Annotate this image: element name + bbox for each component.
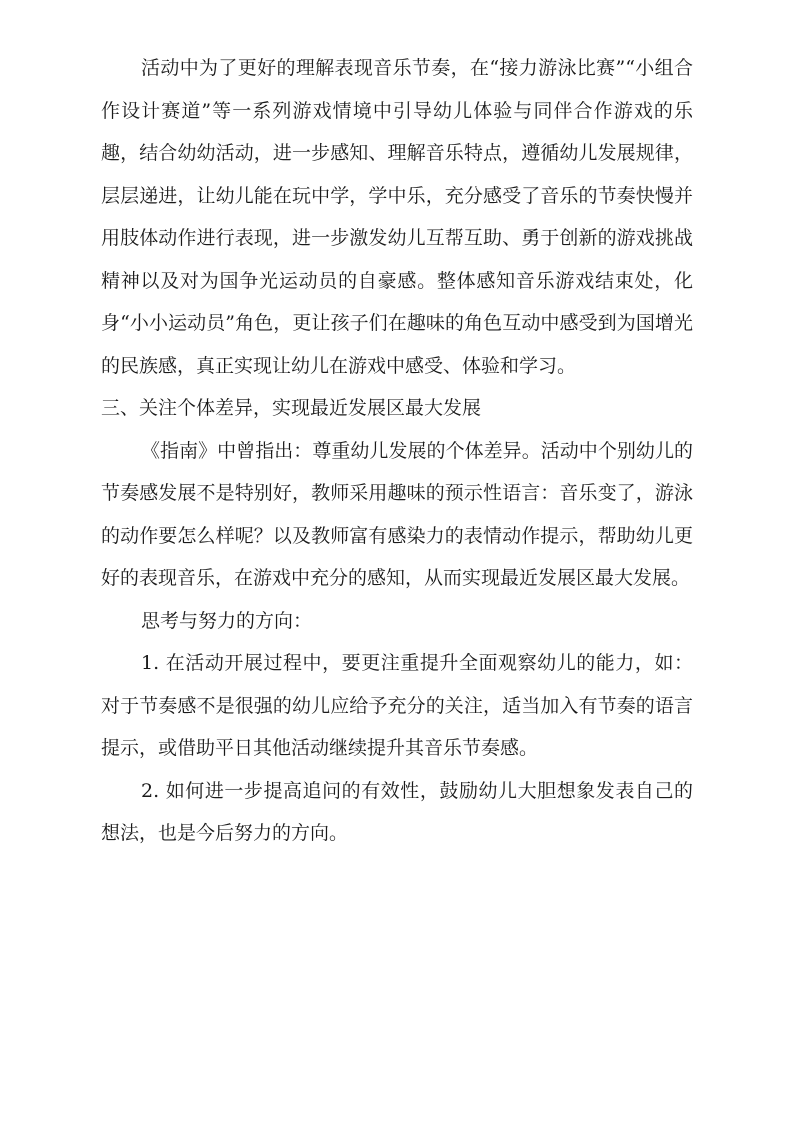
paragraph-reflection-title: 思考与努力的方向：	[141, 609, 313, 632]
paragraph-guidelines: 《指南》中曾指出：尊重幼儿发展的个体差异。活动中个别幼儿的节奏感发展不是特别好，教师采用趣味的预示性语言：音乐变了，游泳的动作要怎么样呢？以及教师富有感染力的表情动作提示，帮助幼儿更好的表现音乐，在游戏中充分的感知，从而实现最近发展区最大发展。	[101, 439, 693, 589]
paragraph-reflection-item-2: 2. 如何进一步提高追问的有效性，鼓励幼儿大胆想象发表自己的想法，也是今后努力的方向。	[101, 779, 693, 844]
section-heading-individual-differences: 三、关注个体差异，实现最近发展区最大发展	[101, 397, 482, 419]
paragraph-activity-summary: 活动中为了更好的理解表现音乐节奏，在“接力游泳比赛”“小组合作设计赛道”等一系列游戏情境中引导幼儿体验与同伴合作游戏的乐趣，结合幼幼活动，进一步感知、理解音乐特点，遵循幼儿发展规律，层层递进，让幼儿能在玩中学，学中乐，充分感受了音乐的节奏快慢并用肢体动作进行表现，进一步激发幼儿互帮互助、勇于创新的游戏挑战精神以及对为国争光运动员的自豪感。整体感知音乐游戏结束处，化身“小小运动员”角色，更让孩子们在趣味的角色互动中感受到为国增光的民族感，真正实现让幼儿在游戏中感受、体验和学习。	[101, 57, 693, 377]
document-body	[101, 47, 693, 855]
paragraph-reflection-item-1: 1. 在活动开展过程中，要更注重提升全面观察幼儿的能力，如：对于节奏感不是很强的幼儿应给予充分的关注，适当加入有节奏的语言提示，或借助平日其他活动继续提升其音乐节奏感。	[101, 652, 693, 759]
